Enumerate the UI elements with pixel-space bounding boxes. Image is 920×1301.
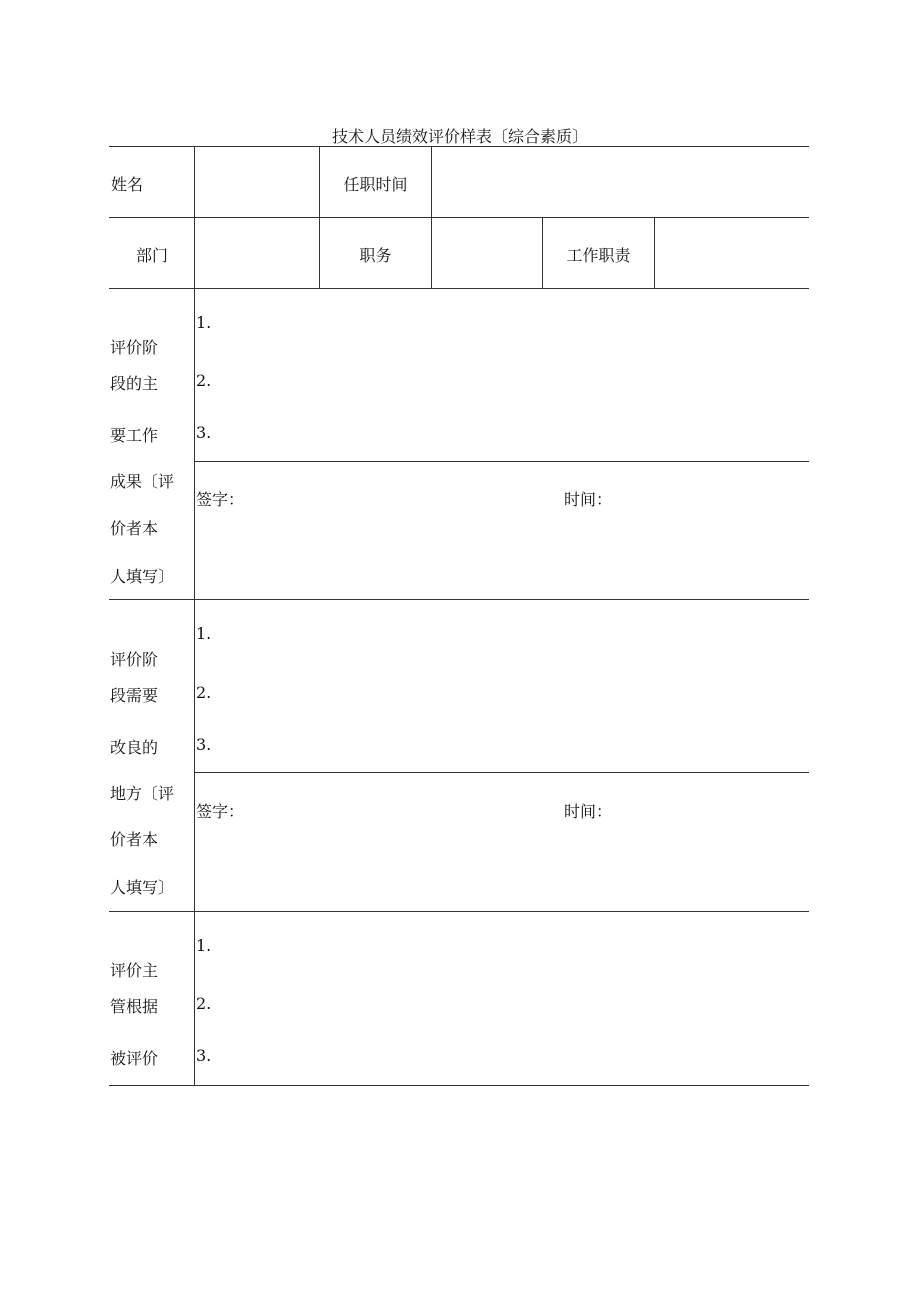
section2-item-3[interactable]: 3.: [196, 735, 212, 754]
section2-time-label: 时间：: [564, 802, 613, 821]
job-duty-label: 工作职责: [566, 246, 631, 265]
table-bottom-border: [109, 1085, 809, 1086]
section1-item-3[interactable]: 3.: [196, 423, 212, 442]
position-value-cell[interactable]: [433, 219, 541, 287]
section3-label-line: 管根据: [110, 997, 159, 1016]
section3-item-1[interactable]: 1.: [196, 936, 212, 955]
section2-signature-label: 签字：: [196, 802, 245, 821]
section1-label-line: 价者本: [110, 519, 159, 538]
section1-time-label: 时间：: [564, 490, 613, 509]
section1-label-line: 要工作: [110, 426, 159, 445]
section2-item-1[interactable]: 1.: [196, 624, 212, 643]
section2-item-2[interactable]: 2.: [196, 683, 212, 702]
section3-item-2[interactable]: 2.: [196, 994, 212, 1013]
name-label: 姓名: [111, 175, 144, 194]
column-divider: [654, 217, 655, 288]
section1-item-2[interactable]: 2.: [196, 371, 212, 390]
section2-label-line: 地方〔评: [110, 784, 175, 803]
label-column-divider: [194, 146, 195, 1086]
row-divider: [109, 217, 809, 218]
column-divider: [431, 146, 432, 288]
section2-label-line: 价者本: [110, 830, 159, 849]
tenure-value-cell[interactable]: [433, 148, 807, 216]
tenure-label: 任职时间: [343, 175, 408, 194]
row-divider: [109, 599, 809, 600]
job-duty-value-cell[interactable]: [656, 219, 807, 287]
table-top-border: [109, 146, 809, 147]
section1-label-line: 评价阶: [110, 338, 159, 357]
position-label: 职务: [359, 246, 392, 265]
section1-label-line: 人填写〕: [110, 567, 175, 586]
section2-label-line: 改良的: [110, 738, 159, 757]
section1-label-line: 段的主: [110, 374, 159, 393]
section1-item-1[interactable]: 1.: [196, 313, 212, 332]
form-title: 技术人员绩效评价样表〔综合素质〕: [331, 127, 588, 146]
department-label: 部门: [135, 246, 168, 265]
section2-inner-divider: [194, 772, 809, 773]
section2-label-line: 评价阶: [110, 650, 159, 669]
section3-label-line: 被评价: [110, 1049, 159, 1068]
row-divider: [109, 288, 809, 289]
department-value-cell[interactable]: [196, 219, 318, 287]
section2-label-line: 段需要: [110, 686, 159, 705]
column-divider: [319, 146, 320, 288]
section3-label-line: 评价主: [110, 961, 159, 980]
section1-signature-label: 签字：: [196, 490, 245, 509]
section3-item-3[interactable]: 3.: [196, 1046, 212, 1065]
name-value-cell[interactable]: [196, 148, 318, 216]
section1-inner-divider: [194, 461, 809, 462]
row-divider: [109, 911, 809, 912]
section1-label-line: 成果〔评: [110, 472, 175, 491]
section2-label-line: 人填写〕: [110, 878, 175, 897]
